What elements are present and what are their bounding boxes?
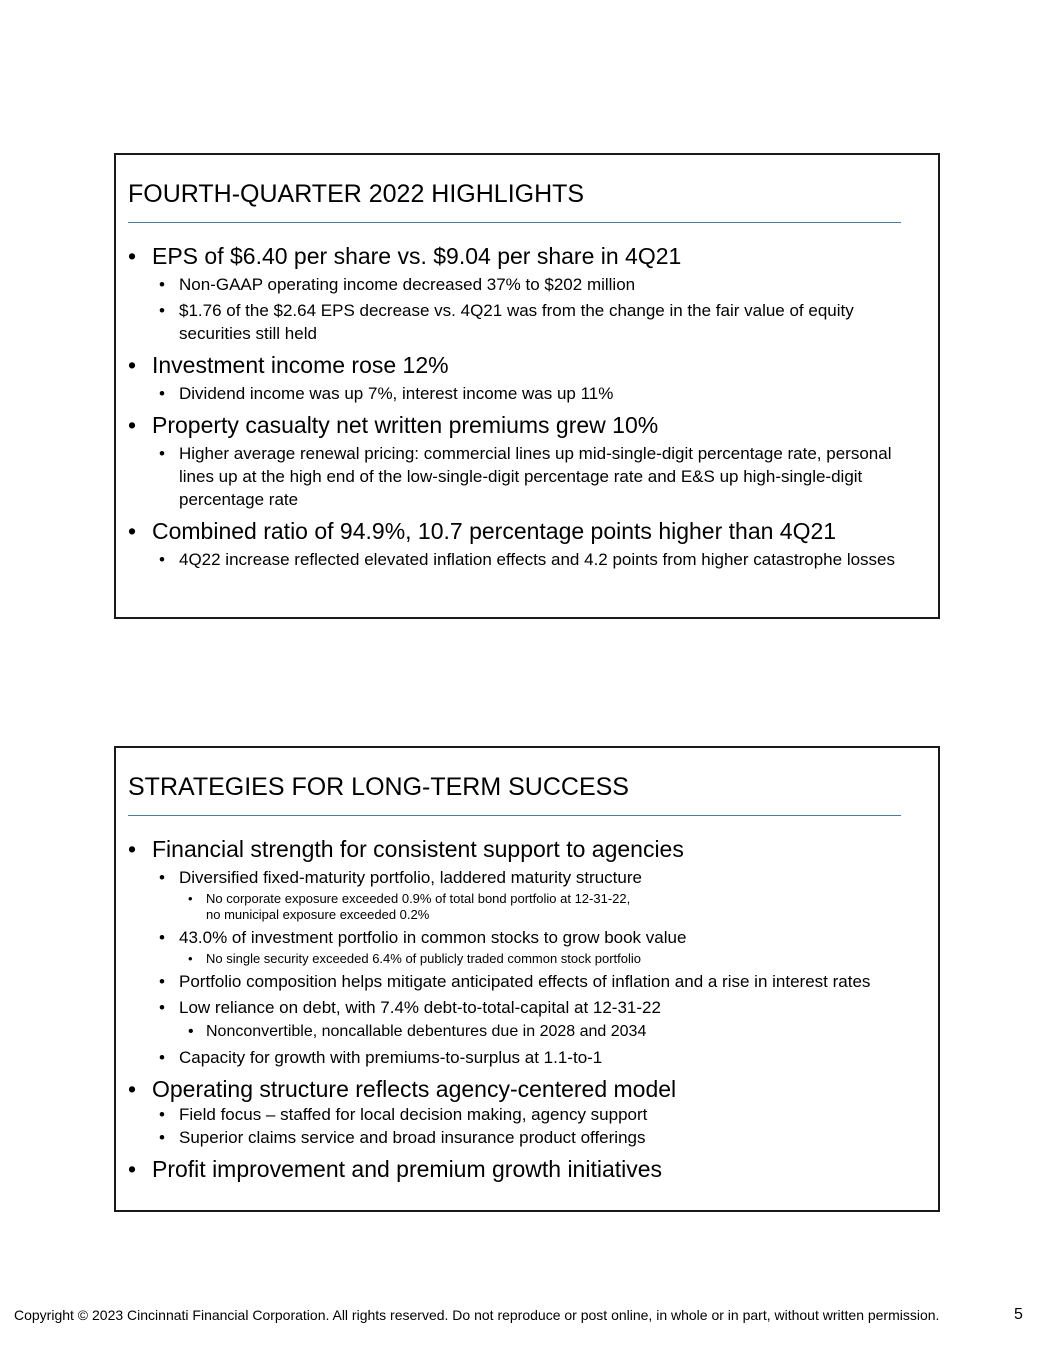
bullet-icon: • — [188, 951, 193, 966]
bullet-investment-income: • Investment income rose 12% — [128, 352, 449, 378]
strategies-slide — [114, 746, 940, 1212]
bullet-premiums: • Property casualty net written premiums grew 10% — [128, 412, 659, 438]
sub-bullet: • Diversified fixed-maturity portfolio, laddered maturity structure — [159, 868, 642, 887]
bullet-icon: • — [159, 384, 165, 403]
page-number: 5 — [1014, 1306, 1023, 1323]
slide-content — [128, 835, 918, 1183]
bullet-icon: • — [159, 928, 165, 947]
bullet-icon: • — [188, 1023, 194, 1040]
sub-bullet: • Capacity for growth with premiums-to-surplus at 1.1-to-1 — [159, 1048, 603, 1067]
bullet-profit-improvement: • Profit improvement and premium growth initiatives — [128, 1156, 663, 1182]
bullet-financial-strength: • Financial strength for consistent support to agencies — [128, 836, 684, 862]
bullet-icon: • — [159, 550, 165, 569]
bullet-icon: • — [128, 412, 137, 438]
title-divider — [128, 222, 901, 223]
sub-bullet: • Portfolio composition helps mitigate anticipated effects of inflation and a rise in interest rates — [159, 972, 871, 991]
bullet-icon: • — [159, 275, 165, 294]
bullet-icon: • — [128, 836, 137, 862]
bullet-icon: • — [159, 998, 165, 1017]
sub-bullet: • Higher average renewal pricing: commercial lines up mid-single-digit percentage rate, personal lines up at the high end of the low-single-digit percentage rate and E&S up high-single-digit percentage rate — [159, 444, 892, 509]
slide-title: FOURTH-QUARTER 2022 HIGHLIGHTS — [128, 180, 585, 208]
sub-bullet: • Dividend income was up 7%, interest income was up 11% — [159, 384, 614, 403]
bullet-icon: • — [128, 1156, 137, 1182]
copyright-footer: Copyright © 2023 Cincinnati Financial Corporation. All rights reserved. Do not reproduce or post online, in whole or in part, without written permission. — [14, 1307, 940, 1323]
bullet-icon: • — [159, 1048, 165, 1067]
sub-sub-bullet: • No corporate exposure exceeded 0.9% of total bond portfolio at 12-31-22, no municipal exposure exceeded 0.2% — [188, 891, 631, 922]
sub-bullet: • Superior claims service and broad insurance product offerings — [159, 1128, 646, 1147]
sub-bullet: • $1.76 of the $2.64 EPS decrease vs. 4Q21 was from the change in the fair value of equity securities still held — [159, 301, 854, 343]
slide-content — [128, 242, 918, 571]
bullet-eps: • EPS of $6.40 per share vs. $9.04 per share in 4Q21 — [128, 243, 682, 269]
bullet-icon: • — [188, 891, 193, 906]
sub-bullet: • Field focus – staffed for local decision making, agency support — [159, 1105, 648, 1124]
title-divider — [128, 815, 901, 816]
sub-bullet: • Low reliance on debt, with 7.4% debt-to-total-capital at 12-31-22 — [159, 998, 661, 1017]
sub-sub-bullet: • No single security exceeded 6.4% of publicly traded common stock portfolio — [188, 951, 641, 966]
bullet-icon: • — [128, 1076, 137, 1102]
bullet-icon: • — [128, 243, 137, 269]
slide-title: STRATEGIES FOR LONG-TERM SUCCESS — [128, 773, 629, 801]
sub-bullet: • 4Q22 increase reflected elevated inflation effects and 4.2 points from higher catastrophe losses — [159, 550, 896, 569]
sub-bullet: • Non-GAAP operating income decreased 37% to $202 million — [159, 275, 636, 294]
sub-sub-bullet: • Nonconvertible, noncallable debentures due in 2028 and 2034 — [128, 1021, 918, 1043]
bullet-combined-ratio: • Combined ratio of 94.9%, 10.7 percentage points higher than 4Q21 — [128, 518, 837, 544]
bullet-icon: • — [128, 518, 137, 544]
bullet-icon: • — [159, 1105, 165, 1124]
bullet-icon: • — [128, 352, 137, 378]
bullet-icon: • — [159, 301, 165, 320]
bullet-operating-structure: • Operating structure reflects agency-centered model — [128, 1076, 677, 1102]
sub-bullet: • 43.0% of investment portfolio in common stocks to grow book value — [159, 928, 687, 947]
bullet-icon: • — [159, 868, 165, 887]
bullet-icon: • — [159, 1128, 165, 1147]
bullet-icon: • — [159, 444, 165, 463]
bullet-icon: • — [159, 972, 165, 991]
highlights-slide — [114, 153, 940, 619]
